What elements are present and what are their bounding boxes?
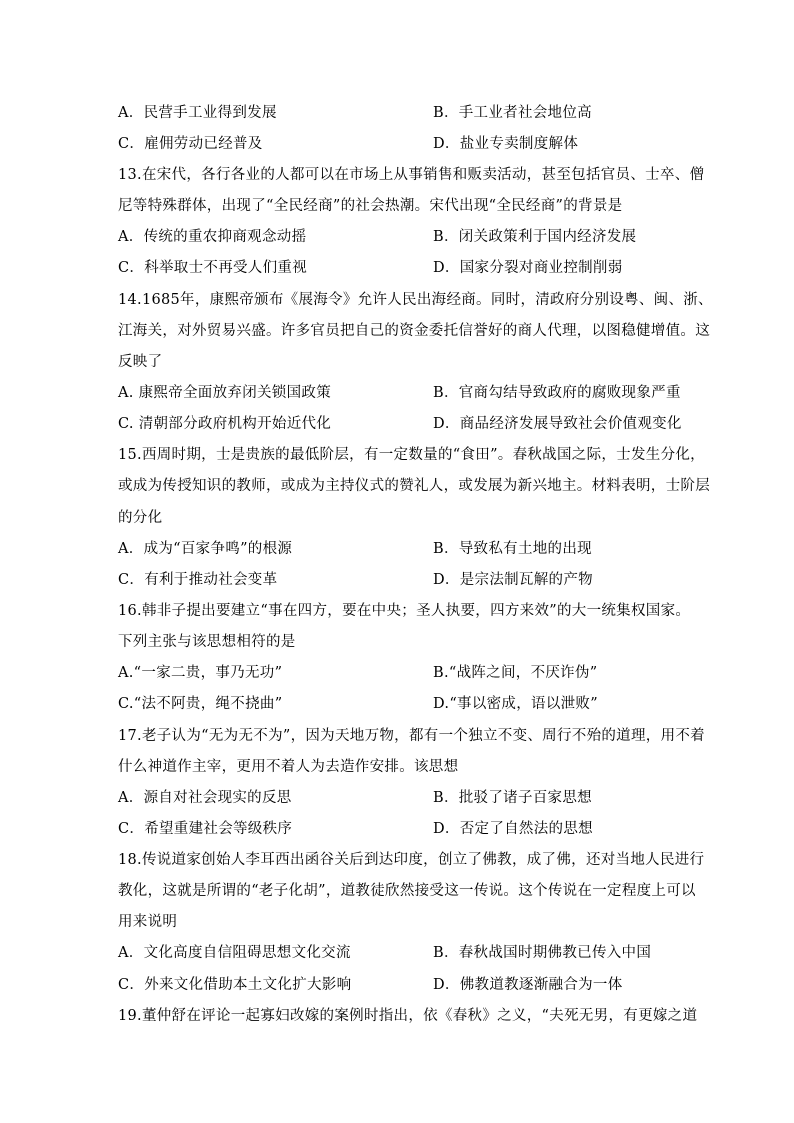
q12-option-d: D．盐业专卖制度解体: [433, 136, 579, 152]
q18-option-a: A．文化高度自信阻碍思想文化交流: [118, 945, 351, 961]
q17-option-a: A．源自对社会现实的反思: [118, 790, 292, 806]
q17-stem-line-1: 17.老子认为“无为无不为”，因为天地万物，都有一个独立不变、周行不殆的道理，用不着: [118, 728, 705, 744]
q16-stem-line-2: 下列主张与该思想相符的是: [118, 634, 296, 650]
q15-stem-line-3: 的分化: [118, 510, 163, 526]
q17-stem-line-2: 什么神道作主宰，更用不着人为去造作安排。该思想: [118, 759, 459, 775]
q16-option-c: C.“法不阿贵，绳不挠曲”: [118, 696, 283, 712]
q14-option-c: C. 清朝部分政府机构开始近代化: [118, 416, 332, 432]
q14-stem-line-2: 江海关，对外贸易兴盛。许多官员把自己的资金委托信誉好的商人代理，以图稳健增值。这: [118, 323, 710, 339]
q15-stem-line-2: 或成为传授知识的教师，或成为主持仪式的赞礼人，或发展为新兴地主。材料表明，士阶层: [118, 478, 710, 494]
q12-option-c: C．雇佣劳动已经普及: [118, 136, 263, 152]
q18-stem-line-3: 用来说明: [118, 914, 178, 930]
q14-stem-line-3: 反映了: [118, 354, 163, 370]
q14-option-a: A. 康熙帝全面放弃闭关锁国政策: [118, 385, 331, 401]
q18-stem-line-2: 教化，这就是所谓的“老子化胡”，道教徒欣然接受这一传说。这个传说在一定程度上可以: [118, 883, 696, 899]
q16-option-a: A.“一家二贵，事乃无功”: [118, 665, 283, 681]
q19-stem-line-1: 19.董仲舒在评论一起寡妇改嫁的案例时指出，依《春秋》之义，“夫死无男，有更嫁之道: [118, 1008, 698, 1024]
q12-option-b: B．手工业者社会地位高: [433, 105, 592, 121]
q13-option-b: B．闭关政策利于国内经济发展: [433, 229, 637, 245]
q13-option-c: C．科举取士不再受人们重视: [118, 260, 307, 276]
q15-option-b: B．导致私有土地的出现: [433, 541, 592, 557]
q17-option-d: D．否定了自然法的思想: [433, 821, 593, 837]
q16-option-b: B.“战阵之间，不厌诈伪”: [433, 665, 598, 681]
q17-option-b: B．批驳了诸子百家思想: [433, 790, 592, 806]
q18-stem-line-1: 18.传说道家创始人李耳西出函谷关后到达印度，创立了佛教，成了佛，还对当地人民进行: [118, 852, 705, 868]
q14-option-d: D．商品经济发展导致社会价值观变化: [433, 416, 682, 432]
q14-option-b: B．官商勾结导致政府的腐败现象严重: [433, 385, 681, 401]
q13-stem-line-1: 13.在宋代，各行各业的人都可以在市场上从事销售和贩卖活动，甚至包括官员、士卒、僧: [118, 167, 705, 183]
q13-option-a: A．传统的重农抑商观念动摇: [118, 229, 307, 245]
q14-stem-line-1: 14.1685年，康熙帝颁布《展海令》允许人民出海经商。同时，清政府分别设粤、闽、浙、: [118, 292, 713, 308]
q13-option-d: D．国家分裂对商业控制削弱: [433, 260, 623, 276]
q16-stem-line-1: 16.韩非子提出要建立“事在四方，要在中央；圣人执要，四方来效”的大一统集权国家。: [118, 603, 691, 619]
q16-option-d: D.“事以密成，语以泄败”: [433, 696, 598, 712]
q15-option-c: C．有利于推动社会变革: [118, 572, 278, 588]
q12-option-a: A．民营手工业得到发展: [118, 105, 277, 121]
q15-stem-line-1: 15.西周时期，士是贵族的最低阶层，有一定数量的“食田”。春秋战国之际，士发生分化，: [118, 447, 705, 463]
q18-option-d: D．佛教道教逐渐融合为一体: [433, 977, 623, 993]
q18-option-c: C．外来文化借助本土文化扩大影响: [118, 977, 352, 993]
q15-option-d: D．是宗法制瓦解的产物: [433, 572, 593, 588]
q15-option-a: A．成为“百家争鸣”的根源: [118, 541, 293, 557]
q13-stem-line-2: 尼等特殊群体，出现了“全民经商”的社会热潮。宋代出现“全民经商”的背景是: [118, 198, 623, 214]
q17-option-c: C．希望重建社会等级秩序: [118, 821, 293, 837]
q18-option-b: B．春秋战国时期佛教已传入中国: [433, 945, 652, 961]
